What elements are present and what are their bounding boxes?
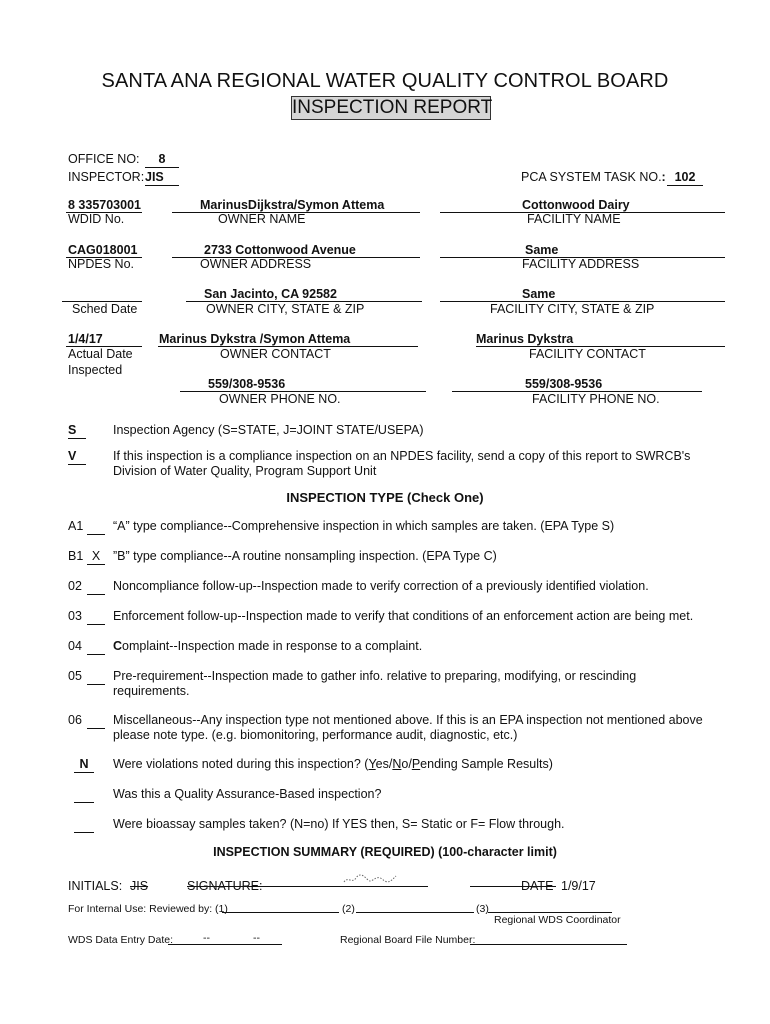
type-code-a1: A1 xyxy=(68,519,84,533)
report-title: INSPECTION REPORT xyxy=(292,97,493,118)
owner-city-value[interactable]: San Jacinto, CA 92582 xyxy=(204,287,337,301)
pca-task-value[interactable]: 102 xyxy=(667,170,703,186)
review-3-label: (3) xyxy=(476,903,489,915)
type-mark-a1[interactable] xyxy=(87,519,105,535)
owner-phone-label: OWNER PHONE NO. xyxy=(219,392,341,406)
owner-contact-value[interactable]: Marinus Dykstra /Symon Attema xyxy=(159,332,351,346)
signature-scribble xyxy=(340,870,400,888)
violations-mark[interactable]: N xyxy=(74,757,94,773)
type-code-b1: B1 xyxy=(68,549,84,563)
board-title: SANTA ANA REGIONAL WATER QUALITY CONTROL BOARD xyxy=(101,70,669,92)
type-text-02: Noncompliance follow-up--Inspection made to verify correction of a previously identified violation. xyxy=(113,579,649,593)
date-label: DATE xyxy=(521,879,554,893)
violations-text-1: Were violations noted during this inspection? ( xyxy=(113,757,369,771)
qa-question: Was this a Quality Assurance-Based inspection? xyxy=(113,787,382,801)
pca-task-label-text: PCA SYSTEM TASK NO. xyxy=(521,170,662,184)
type-code-02: 02 xyxy=(68,579,82,593)
wds-entry-value-1[interactable]: -- xyxy=(203,932,210,944)
signature-label: SIGNATURE: xyxy=(187,879,263,893)
facility-name-value[interactable]: Cottonwood Dairy xyxy=(522,198,630,212)
initials-label: INITIALS: xyxy=(68,879,123,893)
facility-city-label: FACILITY CITY, STATE & ZIP xyxy=(490,302,655,316)
facility-address-label: FACILITY ADDRESS xyxy=(522,257,640,271)
agency-mark[interactable]: S xyxy=(68,423,86,439)
type-mark-b1[interactable]: X xyxy=(87,549,105,565)
wds-entry-value-2[interactable]: -- xyxy=(253,932,260,944)
violations-text-2: es/ xyxy=(375,757,393,771)
wdid-label: WDID No. xyxy=(68,212,125,226)
type-text-b1: ”B” type compliance--A routine nonsampling inspection. (EPA Type C) xyxy=(113,549,497,563)
actual-date-value[interactable]: 1/4/17 xyxy=(68,332,103,346)
violations-y: Y xyxy=(368,757,376,771)
type-mark-02[interactable] xyxy=(87,579,105,595)
facility-phone-label: FACILITY PHONE NO. xyxy=(532,392,660,406)
type-text-03: Enforcement follow-up--Inspection made to verify that conditions of an enforcement action are being met. xyxy=(113,609,694,623)
type-mark-06[interactable] xyxy=(87,713,105,729)
violations-n: N xyxy=(392,757,402,771)
owner-name-value[interactable]: MarinusDijkstra/Symon Attema xyxy=(200,198,385,212)
sched-date-label: Sched Date xyxy=(72,302,138,316)
facility-contact-value[interactable]: Marinus Dykstra xyxy=(476,332,574,346)
type-code-05: 05 xyxy=(68,669,82,683)
facility-address-value[interactable]: Same xyxy=(525,243,559,257)
type-text-06: Miscellaneous--Any inspection type not mentioned above. If this is an EPA inspection not mentioned above please note type. (e.g. biomonitoring, performance audit, diagnostic, etc.) xyxy=(113,713,703,742)
compliance-text: If this inspection is a compliance inspection on an NPDES facility, send a copy of this report to SWRCB's Division of Water Quality, Program Support Unit xyxy=(113,449,691,478)
owner-address-label: OWNER ADDRESS xyxy=(200,257,312,271)
qa-mark[interactable] xyxy=(74,787,94,803)
inspector-label: INSPECTOR: xyxy=(68,170,145,184)
type-code-06: 06 xyxy=(68,713,82,727)
type-text-04-rest: omplaint--Inspection made in response to a complaint. xyxy=(122,639,423,653)
office-no-label: OFFICE NO: xyxy=(68,152,140,166)
internal-use-label: For Internal Use: Reviewed by: (1) xyxy=(68,903,228,915)
owner-name-label: OWNER NAME xyxy=(218,212,306,226)
initials-value[interactable]: JIS xyxy=(130,879,149,893)
type-mark-04[interactable] xyxy=(87,639,105,655)
violations-p: P xyxy=(411,757,421,771)
violations-question xyxy=(113,757,553,772)
type-mark-05[interactable] xyxy=(87,669,105,685)
owner-phone-value[interactable]: 559/308-9536 xyxy=(208,377,286,391)
type-code-03: 03 xyxy=(68,609,82,623)
inspection-type-heading: INSPECTION TYPE (Check One) xyxy=(286,490,484,505)
actual-date-label: Actual Date xyxy=(68,347,133,361)
type-text-04-initial: C xyxy=(113,639,123,653)
facility-contact-label: FACILITY CONTACT xyxy=(529,347,646,361)
pca-task-label xyxy=(521,170,666,185)
review-2-label: (2) xyxy=(342,903,355,915)
regional-coordinator-label: Regional WDS Coordinator xyxy=(494,914,621,926)
bioassay-mark[interactable] xyxy=(74,817,94,833)
summary-heading: INSPECTION SUMMARY (REQUIRED) (100-character limit) xyxy=(213,845,557,859)
inspector-value[interactable]: JIS xyxy=(145,170,179,186)
agency-text: Inspection Agency (S=STATE, J=JOINT STATE/USEPA) xyxy=(113,423,424,437)
owner-city-label: OWNER CITY, STATE & ZIP xyxy=(206,302,365,316)
facility-phone-value[interactable]: 559/308-9536 xyxy=(525,377,603,391)
office-no-value[interactable]: 8 xyxy=(145,152,179,168)
type-text-a1: “A” type compliance--Comprehensive inspection in which samples are taken. (EPA Type S) xyxy=(113,519,615,533)
actual-date-label-2: Inspected xyxy=(68,363,123,377)
date-value[interactable]: 1/9/17 xyxy=(561,879,596,893)
violations-text-4: ending Sample Results) xyxy=(420,757,553,771)
violations-text-3: o/ xyxy=(401,757,412,771)
facility-name-label: FACILITY NAME xyxy=(527,212,621,226)
type-text-04 xyxy=(113,639,422,654)
wdid-value[interactable]: 8 335703001 xyxy=(68,198,141,212)
type-code-04: 04 xyxy=(68,639,82,653)
npdes-label: NPDES No. xyxy=(68,257,134,271)
pca-task-colon: : xyxy=(661,170,666,184)
type-text-05: Pre-requirement--Inspection made to gather info. relative to preparing, modifying, or rescinding requirements. xyxy=(113,669,637,698)
type-mark-03[interactable] xyxy=(87,609,105,625)
bioassay-question: Were bioassay samples taken? (N=no) If YES then, S= Static or F= Flow through. xyxy=(113,817,565,831)
owner-contact-label: OWNER CONTACT xyxy=(220,347,331,361)
facility-city-value[interactable]: Same xyxy=(522,287,556,301)
npdes-value[interactable]: CAG018001 xyxy=(68,243,138,257)
owner-address-value[interactable]: 2733 Cottonwood Avenue xyxy=(204,243,356,257)
file-number-label: Regional Board File Number: xyxy=(340,934,476,946)
compliance-mark[interactable]: V xyxy=(68,449,86,465)
wds-entry-label: WDS Data Entry Date: xyxy=(68,934,174,946)
